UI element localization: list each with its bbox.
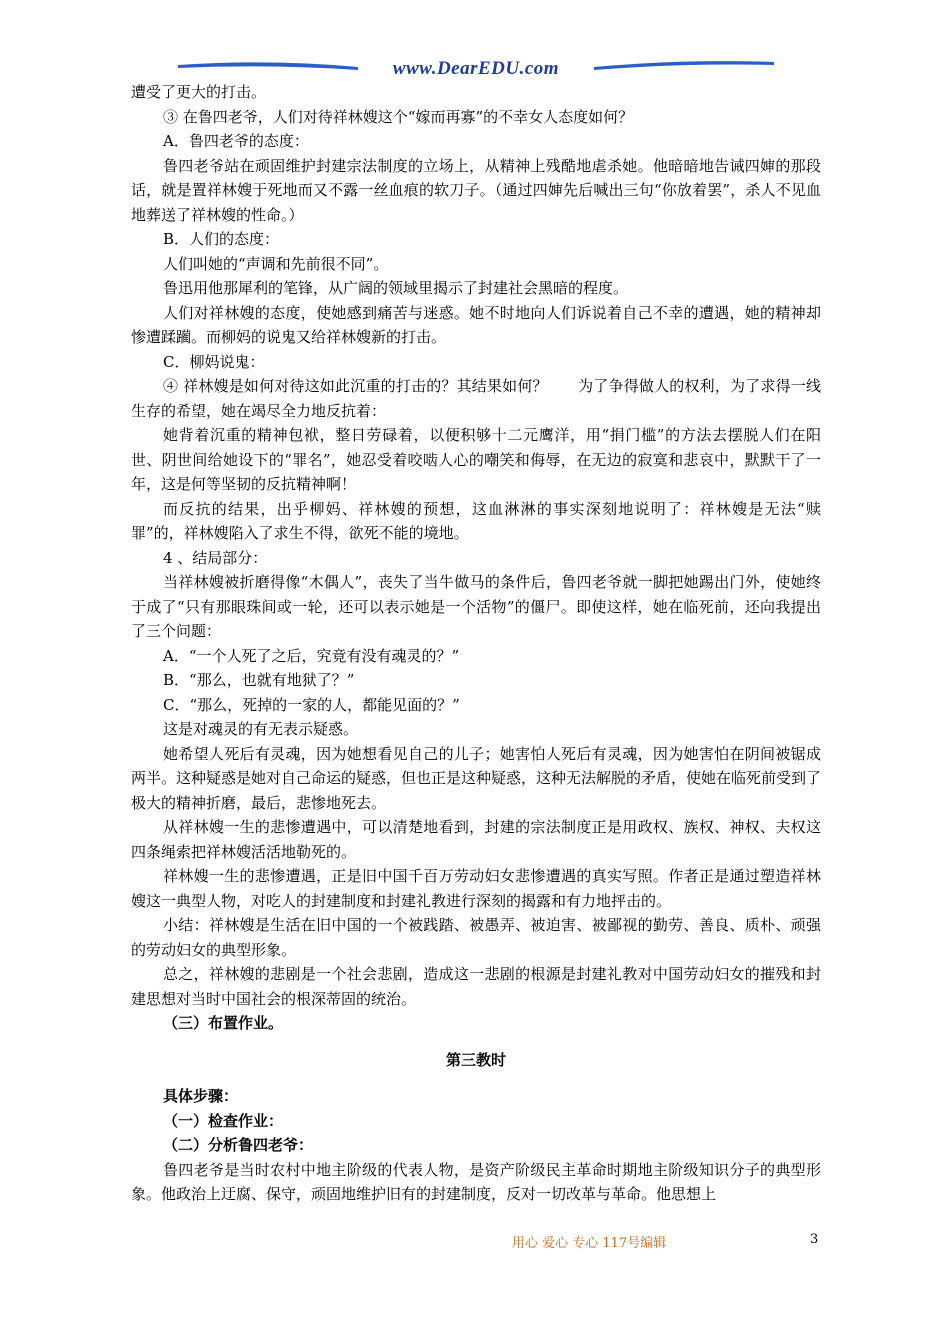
paragraph: ④ 祥林嫂是如何对待这如此沉重的打击的？其结果如何？ 为了争得做人的权利，为了求得一线生存的希望，她在竭尽全力地反抗着：	[131, 377, 821, 420]
paragraph: 4 、结局部分：	[163, 548, 268, 567]
site-url[interactable]: www.DearEDU.com	[392, 58, 560, 79]
paragraph: 鲁四老爷站在顽固维护封建宗法制度的立场上，从精神上残酷地虐杀她。他暗暗地告诫四婶的那段话，就是置祥林嫂于死地而又不露一丝血痕的软刀子。（通过四婶先后喊出三句“你放着罢”，杀人不见血地葬送了祥林嫂的性命。）	[131, 156, 821, 224]
paragraph: 而反抗的结果，出乎柳妈、祥林嫂的预想，这血淋淋的事实深刻地说明了：祥林嫂是无法“赎罪”的，祥林嫂陷入了求生不得，欲死不能的境地。	[131, 499, 821, 542]
paragraph: 她背着沉重的精神包袱，整日劳碌着，以便积够十二元鹰洋，用“捐门槛”的方法去摆脱人们在阳世、阴世间给她设下的“罪名”，她忍受着咬啮人心的嘲笑和侮辱，在无边的寂寞和悲哀中，默默干了一年，这是何等坚韧的反抗精神啊！	[131, 426, 821, 493]
paragraph: 具体步骤：	[163, 1087, 239, 1105]
paragraph: 人们对祥林嫂的态度，使她感到痛苦与迷惑。她不时地向人们诉说着自己不幸的遭遇，她的精神却惨遭蹂躏。而柳妈的说鬼又给祥林嫂新的打击。	[131, 303, 821, 346]
section-title: 第三教时	[445, 1050, 506, 1069]
page-footer	[0, 1232, 950, 1254]
paragraph: 鲁迅用他那犀利的笔锋，从广阔的领域里揭示了封建社会黑暗的程度。	[163, 279, 629, 297]
paragraph: 当祥林嫂被折磨得像“木偶人”，丧失了当牛做马的条件后，鲁四老爷就一脚把她踢出门外，使她终于成了“只有那眼珠间或一轮，还可以表示她是一个活物”的僵尸。即使这样，她在临死前，还向我提出了三个问题：	[131, 573, 821, 640]
paragraph: 人们叫她的“声调和先前很不同”。	[163, 254, 389, 273]
spacer	[131, 1036, 821, 1048]
paragraph: （二）分析鲁四老爷：	[163, 1136, 314, 1154]
document-body	[131, 80, 821, 1207]
site-header	[178, 56, 774, 80]
paragraph: 小结：祥林嫂是生活在旧中国的一个被践踏、被愚弄、被迫害、被鄙视的勤劳、善良、质朴、顽强的劳动妇女的典型形象。	[131, 916, 821, 959]
paragraph-list-2	[131, 1084, 821, 1207]
paragraph: C．柳妈说鬼：	[163, 352, 265, 371]
page-number: 3	[810, 1232, 819, 1247]
paragraph: 这是对魂灵的有无表示疑惑。	[163, 720, 359, 738]
paragraph: 从祥林嫂一生的悲惨遭遇中，可以清楚地看到，封建的宗法制度正是用政权、族权、神权、夫权这四条绳索把祥林嫂活活地勒死的。	[131, 818, 821, 861]
spacer	[131, 1072, 821, 1084]
paragraph: A．鲁四老爷的态度：	[163, 132, 309, 150]
paragraph: 总之，祥林嫂的悲剧是一个社会悲剧，造成这一悲剧的根源是封建礼教对中国劳动妇女的摧残和封建思想对当时中国社会的根深蒂固的统治。	[131, 965, 821, 1008]
paragraph: （三）布置作业。	[163, 1014, 284, 1032]
paragraph: ③ 在鲁四老爷，人们对待祥林嫂这个“嫁而再寡”的不幸女人态度如何？	[163, 107, 634, 126]
paragraph: （一）检查作业：	[163, 1111, 284, 1130]
paragraph: 鲁四老爷是当时农村中地主阶级的代表人物，是资产阶级民主革命时期地主阶级知识分子的典型形象。他政治上迂腐、保守，顽固地维护旧有的封建制度，反对一切改革与革命。他思想上	[131, 1160, 821, 1203]
paragraph-list	[131, 80, 821, 1036]
footer-credit: 用心 爱心 专心 117号编辑	[512, 1236, 667, 1251]
paragraph: A．“一个人死了之后，究竟有没有魂灵的？”	[163, 646, 460, 665]
paragraph: B．人们的态度：	[163, 230, 280, 248]
paragraph: C．“那么，死掉的一家的人，都能见面的？”	[163, 695, 460, 714]
paragraph: 祥林嫂一生的悲惨遭遇，正是旧中国千百万劳动妇女悲惨遭遇的真实写照。作者正是通过塑造祥林嫂这一典型人物，对吃人的封建制度和封建礼教进行深刻的揭露和有力地抨击的。	[131, 867, 821, 910]
paragraph: B．“那么，也就有地狱了？”	[163, 671, 355, 689]
paragraph: 她希望人死后有灵魂，因为她想看见自己的儿子；她害怕人死后有灵魂，因为她害怕在阴间被锯成两半。这种疑惑是她对自己命运的疑惑，但也正是这种疑惑，这种无法解脱的矛盾，使她在临死前受到了极大的精神折磨，最后，悲惨地死去。	[131, 744, 822, 812]
paragraph: 遭受了更大的打击。	[131, 83, 267, 101]
